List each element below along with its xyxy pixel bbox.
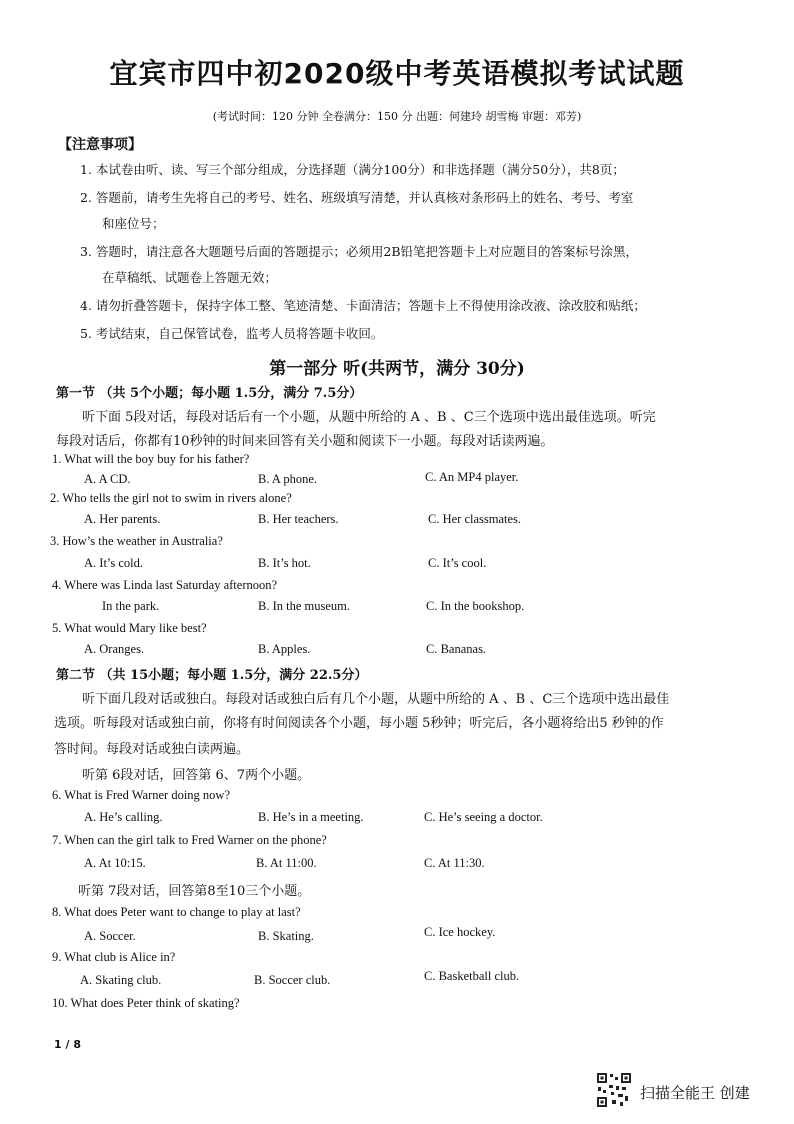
notice-line: 和座位号； — [102, 216, 165, 231]
section2-heading: 第二节 （共 15小题；每小题 1.5分，满分 22.5分） — [56, 668, 368, 683]
option-c: C. An MP4 player. — [425, 470, 519, 484]
exam-title: 宜宾市四中初2020级中考英语模拟考试试题 — [109, 57, 685, 90]
section1-instructions: 每段对话后，你都有10秒钟的时间来回答有关小题和阅读下一小题。每段对话读两遍。 — [56, 434, 554, 449]
notice-line: 在草稿纸、试题卷上答题无效； — [102, 270, 278, 285]
section1-heading: 第一节 （共 5个小题；每小题 1.5分，满分 7.5分） — [56, 386, 363, 401]
part1-title: 第一部分 听(共两节，满分 30分) — [269, 359, 525, 379]
section2-instructions: 选项。听每段对话或独白前，你将有时间阅读各个小题，每小题 5秒钟；听完后，各小题将给出5 秒钟的作 — [54, 716, 664, 731]
question-3: 3. How’s the weather in Australia? — [50, 534, 223, 548]
scanner-watermark: 扫描全能王 创建 — [640, 1084, 750, 1102]
option-a: A. Her parents. — [84, 512, 161, 526]
option-a: A. Oranges. — [84, 642, 145, 656]
section1-instructions: 听下面 5段对话，每段对话后有一个小题，从题中所给的 A 、B 、C三个选项中选出最佳选项。听完 — [82, 410, 656, 425]
notice-line: 5. 考试结束，自己保管试卷，监考人员将答题卡收回。 — [80, 326, 384, 341]
page-number: 1 / 8 — [54, 1038, 81, 1051]
qr-code-icon — [596, 1072, 632, 1108]
option-b: B. In the museum. — [258, 599, 351, 613]
option-c: C. Her classmates. — [428, 512, 522, 526]
option-b: B. Apples. — [258, 642, 311, 656]
question-2: 2. Who tells the girl not to swim in rivers alone? — [50, 491, 292, 505]
option-b: B. At 11:00. — [256, 856, 317, 870]
option-b: B. Her teachers. — [258, 512, 339, 526]
option-a: A. It’s cold. — [84, 556, 144, 570]
option-a: A. At 10:15. — [84, 856, 146, 870]
notice-line: 3. 答题时，请注意各大题题号后面的答题提示；必须用2B铅笔把答题卡上对应题目的答案标号涂黑， — [80, 244, 639, 259]
question-4: 4. Where was Linda last Saturday afternoon? — [52, 578, 278, 592]
section2-instructions: 听下面几段对话或独白。每段对话或独白后有几个小题，从题中所给的 A 、B 、C三个选项中选出最佳 — [82, 692, 670, 707]
option-a: A. Soccer. — [84, 929, 136, 943]
option-a: A. Skating club. — [80, 973, 162, 987]
question-10: 10. What does Peter think of skating? — [52, 996, 240, 1010]
notice-line: 2. 答题前，请考生先将自己的考号、姓名、班级填写清楚，并认真核对条形码上的姓名、考号、考室 — [80, 190, 634, 205]
question-9: 9. What club is Alice in? — [52, 950, 176, 964]
question-6: 6. What is Fred Warner doing now? — [52, 788, 231, 802]
option-c: C. He’s seeing a doctor. — [424, 810, 543, 824]
section2-instructions: 答时间。每段对话或独白读两遍。 — [54, 742, 250, 757]
question-8: 8. What does Peter want to change to play at last? — [52, 905, 301, 919]
option-b: B. A phone. — [258, 472, 318, 486]
option-a: A. A CD. — [84, 472, 131, 486]
exam-meta: (考试时间：120 分钟 全卷满分：150 分 出题：何建玲 胡雪梅 审题：邓芳) — [212, 110, 582, 123]
question-7: 7. When can the girl talk to Fred Warner on the phone? — [52, 833, 327, 847]
notice-line: 4. 请勿折叠答题卡，保持字体工整、笔迹清楚、卡面清洁；答题卡上不得使用涂改液、涂改胶和贴纸； — [80, 298, 646, 313]
option-c: C. It’s cool. — [428, 556, 487, 570]
option-a: In the park. — [102, 599, 160, 613]
dialogue-6-intro: 听第 6段对话，回答第 6、7两个小题。 — [82, 768, 311, 783]
option-b: B. Skating. — [258, 929, 314, 943]
option-c: C. At 11:30. — [424, 856, 485, 870]
option-c: C. Bananas. — [426, 642, 487, 656]
option-a: A. He’s calling. — [84, 810, 163, 824]
option-c: C. In the bookshop. — [426, 599, 525, 613]
dialogue-7-intro: 听第 7段对话，回答第8至10三个小题。 — [78, 884, 311, 899]
option-b: B. He’s in a meeting. — [258, 810, 364, 824]
option-b: B. Soccer club. — [254, 973, 331, 987]
option-c: C. Basketball club. — [424, 969, 520, 983]
notice-line: 1. 本试卷由听、读、写三个部分组成，分选择题（满分100分）和非选择题（满分50分），共8页； — [80, 162, 625, 177]
question-5: 5. What would Mary like best? — [52, 621, 207, 635]
option-c: C. Ice hockey. — [424, 925, 496, 939]
notice-heading: 【注意事项】 — [58, 137, 142, 153]
question-1: 1. What will the boy buy for his father? — [52, 452, 250, 466]
option-b: B. It’s hot. — [258, 556, 311, 570]
